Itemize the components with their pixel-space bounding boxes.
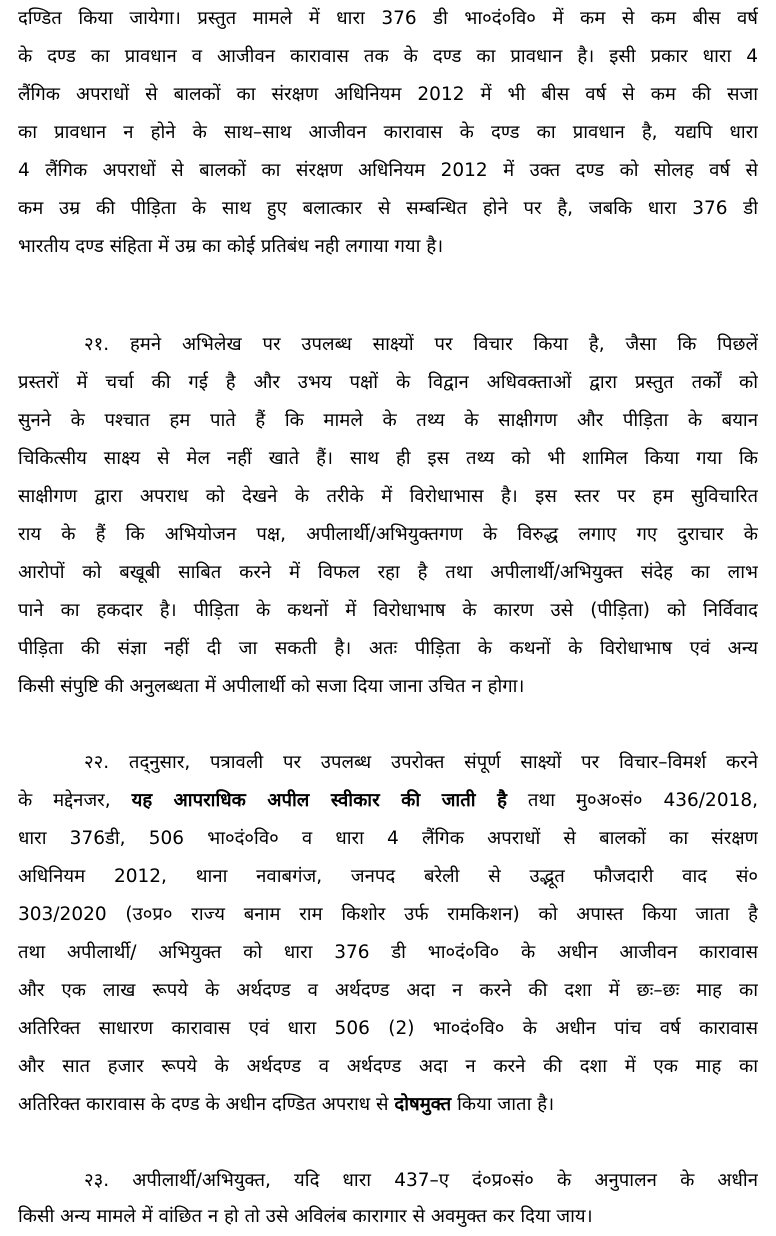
- text-segment: के मद्देनजर,: [18, 790, 132, 811]
- text-line: [18, 1086, 758, 1124]
- text-line: 4 लैंगिक अपराधों से बालकों का संरक्षण अधिनियम 2012 में उक्त दण्ड को सोलह वर्ष से: [18, 160, 758, 181]
- text-line: भारतीय दण्ड संहिता में उम्र का कोई प्रतिबंध नही लगाया गया है।: [18, 236, 444, 257]
- text-segment: अतिरिक्त कारावास के दण्ड के अधीन दण्डित अपराध से: [18, 1094, 395, 1115]
- text-line: धारा 376डी, 506 भा०दं०वि० व धारा 4 लैंगिक अपराधों से बालकों का संरक्षण: [18, 828, 758, 849]
- paragraph-first-line: २२. तद्नुसार, पत्रावली पर उपलब्ध उपरोक्त संपूर्ण साक्ष्यों पर विचार–विमर्श करने: [84, 752, 758, 773]
- paragraph-first-line: २१. हमने अभिलेख पर उपलब्ध साक्ष्यों पर विचार किया है, जैसा कि पिछलें: [84, 334, 758, 355]
- text-line: चिकित्सीय साक्ष्य से मेल नहीं खाते हैं। साथ ही इस तथ्य को भी शामिल किया गया कि: [18, 448, 758, 469]
- text-line: पीड़िता की संज्ञा नहीं दी जा सकती है। अतः पीड़िता के कथनों के विरोधाभाष एवं अन्य: [18, 638, 758, 659]
- text-line: साक्षीगण द्वारा अपराध को देखने के तरीके में विरोधाभास है। इस स्तर पर हम सुविचारित: [18, 486, 758, 507]
- text-line: का प्रावधान न होने के साथ–साथ आजीवन कारावास के दण्ड का प्रावधान है, यद्यपि धारा: [18, 122, 758, 143]
- bold-phrase-appeal-accepted: यह आपराधिक अपील स्वीकार की जाती है: [131, 790, 507, 811]
- text-line: कम उम्र की पीड़िता के साथ हुए बलात्कार से सम्बन्धित होने पर है, जबकि धारा 376 डी: [18, 198, 758, 219]
- text-line: के दण्ड का प्रावधान व आजीवन कारावास तक के दण्ड का प्रावधान है। इसी प्रकार धारा 4: [18, 46, 758, 67]
- text-line: पाने का हकदार है। पीड़िता के कथनों में विरोधाभाष के कारण उसे (पीड़िता) को निर्विवाद: [18, 600, 758, 621]
- text-line: और सात हजार रूपये के अर्थदण्ड व अर्थदण्ड अदा न करने की दशा में एक माह का: [18, 1056, 758, 1077]
- text-line: लैंगिक अपराधों से बालकों का संरक्षण अधिनियम 2012 में भी बीस वर्ष से कम की सजा: [18, 84, 758, 105]
- text-line: अतिरिक्त साधारण कारावास एवं धारा 506 (2) भा०दं०वि० के अधीन पांच वर्ष कारावास: [18, 1018, 758, 1039]
- text-line: प्रस्तरों में चर्चा की गई है और उभय पक्षों के विद्वान अधिवक्ताओं द्वारा प्रस्तुत तर्कों को: [18, 372, 758, 393]
- text-segment: किया जाता है।: [451, 1094, 555, 1115]
- text-segment: तथा मु०अ०सं० 436/2018,: [506, 790, 758, 811]
- text-line: तथा अपीलार्थी/ अभियुक्त को धारा 376 डी भा०दं०वि० के अधीन आजीवन कारावास: [18, 942, 758, 963]
- text-line: [18, 782, 758, 820]
- text-line: किसी संपुष्टि की अनुलब्धता में अपीलार्थी को सजा दिया जाना उचित न होगा।: [18, 676, 525, 697]
- text-line: राय के हैं कि अभियोजन पक्ष, अपीलार्थी/अभियुक्तगण के विरुद्ध लगाए गए दुराचार के: [18, 524, 758, 545]
- paragraph-first-line: २३. अपीलार्थी/अभियुक्त, यदि धारा 437–ए दं०प्र०सं० के अनुपालन के अधीन: [84, 1170, 758, 1191]
- text-line: किसी अन्य मामले में वांछित न हो तो उसे अविलंब कारागार से अवमुक्त कर दिया जाय।: [18, 1206, 593, 1227]
- bold-word-acquitted: दोषमुक्त: [394, 1094, 452, 1115]
- text-line: आरोपों को बखूबी साबित करने में विफल रहा है तथा अपीलार्थी/अभियुक्त संदेह का लाभ: [18, 562, 758, 583]
- text-line: अधिनियम 2012, थाना नवाबगंज, जनपद बरेली से उद्भूत फौजदारी वाद सं०: [18, 866, 758, 887]
- text-line: और एक लाख रूपये के अर्थदण्ड व अर्थदण्ड अदा न करने की दशा में छः–छः माह का: [18, 980, 758, 1001]
- text-line: सुनने के पश्चात हम पाते हैं कि मामले के तथ्य के साक्षीगण और पीड़िता के बयान: [18, 410, 758, 431]
- text-line: दण्डित किया जायेगा। प्रस्तुत मामले में धारा 376 डी भा०दं०वि० में कम से कम बीस वर्ष: [18, 8, 758, 29]
- text-line: 303/2020 (उ०प्र० राज्य बनाम राम किशोर उर्फ रामकिशन) को अपास्त किया जाता है: [18, 904, 758, 925]
